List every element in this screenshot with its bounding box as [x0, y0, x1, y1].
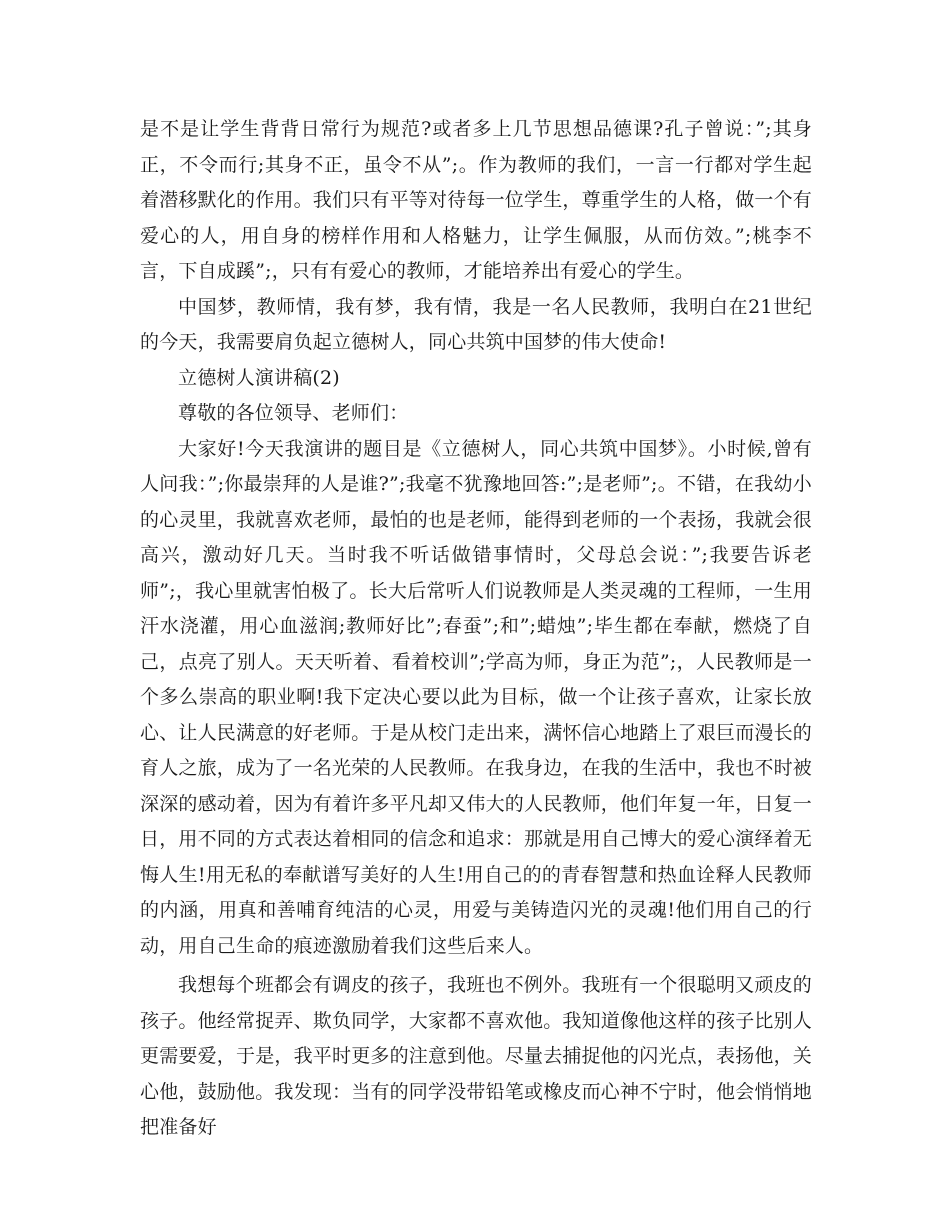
paragraph-4: 我想每个班都会有调皮的孩子，我班也不例外。我班有一个很聪明又顽皮的孩子。他经常捉弄、欺负同学，大家都不喜欢他。我知道像他这样的孩子比别人更需要爱，于是，我平时更多的注意到他。尽量去捕捉他的闪光点，表扬他，关心他，鼓励他。我发现：当有的同学没带铅笔或橡皮而心神不宁时，他会悄悄地把准备好: [140, 974, 813, 1138]
salutation: 尊敬的各位领导、老师们：: [178, 402, 409, 424]
document-body: [140, 112, 812, 1146]
paragraph-2: 中国梦，教师情，我有梦，我有情，我是一名人民教师，我明白在21世纪的今天，我需要肩负起立德树人，同心共筑中国梦的伟大使命!: [140, 295, 812, 353]
paragraph-1: 是不是让学生背背日常行为规范?或者多上几节思想品德课?孔子曾说：”;其身正，不令而行;其身不正，虽令不从”;。作为教师的我们，一言一行都对学生起着潜移默化的作用。我们只有平等对待每一位学生，尊重学生的人格，做一个有爱心的人，用自身的榜样作用和人格魅力，让学生佩服，从而仿效。”;桃李不言，下自成蹊”;，只有有爱心的教师，才能培养出有爱心的学生。: [140, 118, 813, 282]
section-heading: 立德树人演讲稿(2): [178, 366, 340, 389]
paragraph-3: 大家好!今天我演讲的题目是《立德树人，同心共筑中国梦》。小时候,曾有人问我：”;你最崇拜的人是谁?”;我毫不犹豫地回答:”;是老师”;。不错，在我幼小的心灵里，我就喜欢老师，最怕的也是老师，能得到老师的一个表扬，我就会很高兴，激动好几天。当时我不听话做错事情时，父母总会说：”;我要告诉老师”;，我心里就害怕极了。长大后常听人们说教师是人类灵魂的工程师，一生用汗水浇灌，用心血滋润;教师好比”;春蚕”;和”;蜡烛”;毕生都在奉献，燃烧了自己，点亮了别人。天天听着、看着校训”;学高为师，身正为范”;，人民教师是一个多么崇高的职业啊!我下定决心要以此为目标，做一个让孩子喜欢，让家长放心、让人民满意的好老师。于是从校门走出来，满怀信心地踏上了艰巨而漫长的育人之旅，成为了一名光荣的人民教师。在我身边，在我的生活中，我也不时被深深的感动着，因为有着许多平凡却又伟大的人民教师，他们年复一年，日复一日，用不同的方式表达着相同的信念和追求：那就是用自己博大的爱心演绎着无悔人生!用无私的奉献谱写美好的人生!用自己的的青春智慧和热血诠释人民教师的内涵，用真和善哺育纯洁的心灵，用爱与美铸造闪光的灵魂!他们用自己的行动，用自己生命的痕迹激励着我们这些后来人。: [140, 437, 813, 957]
